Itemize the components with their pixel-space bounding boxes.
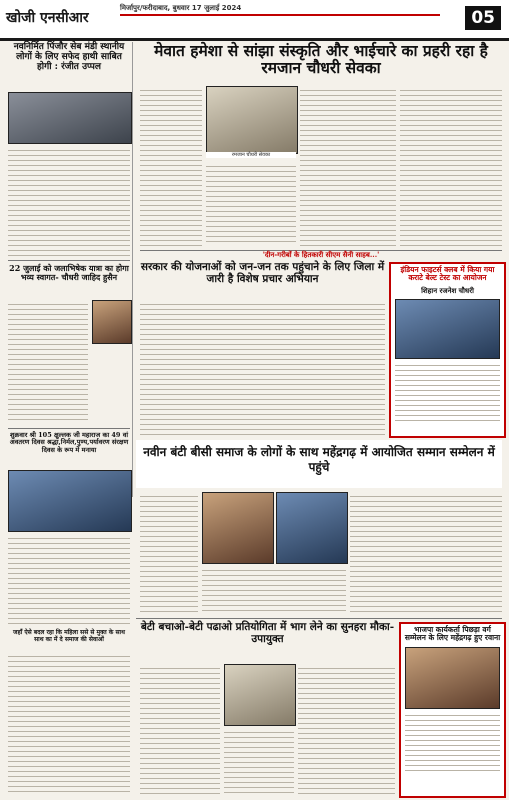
text-bc-2: [202, 566, 346, 614]
masthead-info: [120, 4, 440, 34]
photo-bjp: [405, 647, 500, 709]
text-beti-2: [224, 728, 294, 794]
photo-left-mid: [92, 300, 132, 344]
text-karate: [395, 361, 500, 425]
headline-main: मेवात हमेशा से सांझा संस्कृति और भाईचारे का प्रहरी रहा है रमजान चौधरी सेवका: [154, 41, 488, 78]
headline-beti: बेटी बचाओ-बेटी पढाओ प्रतियोगिता में भाग लेने का सुनहरा मौका- उपायुक्त: [140, 621, 395, 645]
photo-bc-1: [202, 492, 274, 564]
divider: [8, 428, 130, 429]
quote-banner: 'दीन-गरीबों के हितकारी सीएम सैनी साहब...': [262, 250, 380, 259]
headline-left-mid: 22 जुलाई को जलाभिषेक यात्रा का होगा भव्य स्वागत- चौधरी जाहिद हुसैन: [9, 263, 129, 282]
divider: [136, 618, 502, 619]
headline-govt: सरकार की योजनाओं को जन-जन तक पहुंचाने के लिए जिला में जारी है विशेष प्रचार अभियान: [140, 261, 385, 285]
text-bottom-left: [8, 652, 130, 792]
divider: [8, 260, 130, 261]
caption-speaker: रमजान चौधरी सेवका: [206, 152, 296, 158]
masthead: [0, 0, 509, 41]
text-main-col3: [300, 86, 396, 246]
photo-karate: [395, 299, 500, 359]
headline-bottom-left: जहाँ ऐसे बदल रहा कि महिला ससे से मुक्त के साथ साथ का में दे समाज की सेवाओं: [13, 629, 125, 643]
text-left-top: [8, 146, 130, 256]
text-left-mid: [8, 300, 88, 420]
text-bc-3: [350, 492, 502, 614]
page-number: 05: [465, 6, 501, 30]
column-divider: [132, 42, 133, 497]
bjp-box: [399, 622, 506, 798]
headline-bjp: भाजपा कार्यकर्ता पिछड़ा वर्ग सम्मेलन के लिए महेंद्रगढ़ हुए रवाना: [404, 625, 501, 643]
text-main-col2: [206, 162, 296, 246]
photo-beti: [224, 664, 296, 726]
photo-left-top: [8, 92, 132, 144]
text-beti-3: [298, 664, 395, 794]
karate-sub: शिहान रजनेश चौधरी: [421, 285, 474, 295]
text-govt: [140, 300, 385, 435]
headline-bc: नवीन बंटी बीसी समाज के लोगों के साथ महेंद्रगढ़ में आयोजित सम्मान सम्मेलन में पहुंचे: [136, 440, 502, 488]
text-bc-1: [140, 492, 198, 614]
text-left-low: [8, 534, 130, 624]
karate-box: [389, 262, 506, 438]
masthead-rule: [120, 14, 440, 16]
headline-left-top: नवनिर्मित पिंजौर सेब मंडी स्थानीय लोगों के लिए सफेद हाथी साबित होगी : रंजीत उप्पल: [13, 42, 125, 73]
headline-karate: इंडियन फाइटर्स क्लब में किया गया कराटे बेल्ट टेस्ट का आयोजन: [400, 265, 495, 283]
text-main-col1: [140, 86, 202, 246]
text-main-col4: [400, 86, 502, 246]
photo-left-low: [8, 470, 132, 532]
masthead-logo: खोजी एनसीआर: [6, 10, 89, 26]
photo-speaker: [206, 86, 298, 154]
text-bjp: [405, 711, 500, 773]
photo-bc-2: [276, 492, 348, 564]
masthead-date: मिर्जापुर/फरीदाबाद, बुधवार 17 जुलाई 2024: [120, 4, 242, 12]
text-beti-1: [140, 664, 220, 794]
headline-left-low: शुक्रवार श्री 105 क्षुल्लक जी महाराज का 49 वां अवतरण दिवस श्रद्धा,निर्मल,पुण्य,पर्यावरण संरक्षण दिवस के रूप में मनाया: [9, 431, 129, 454]
